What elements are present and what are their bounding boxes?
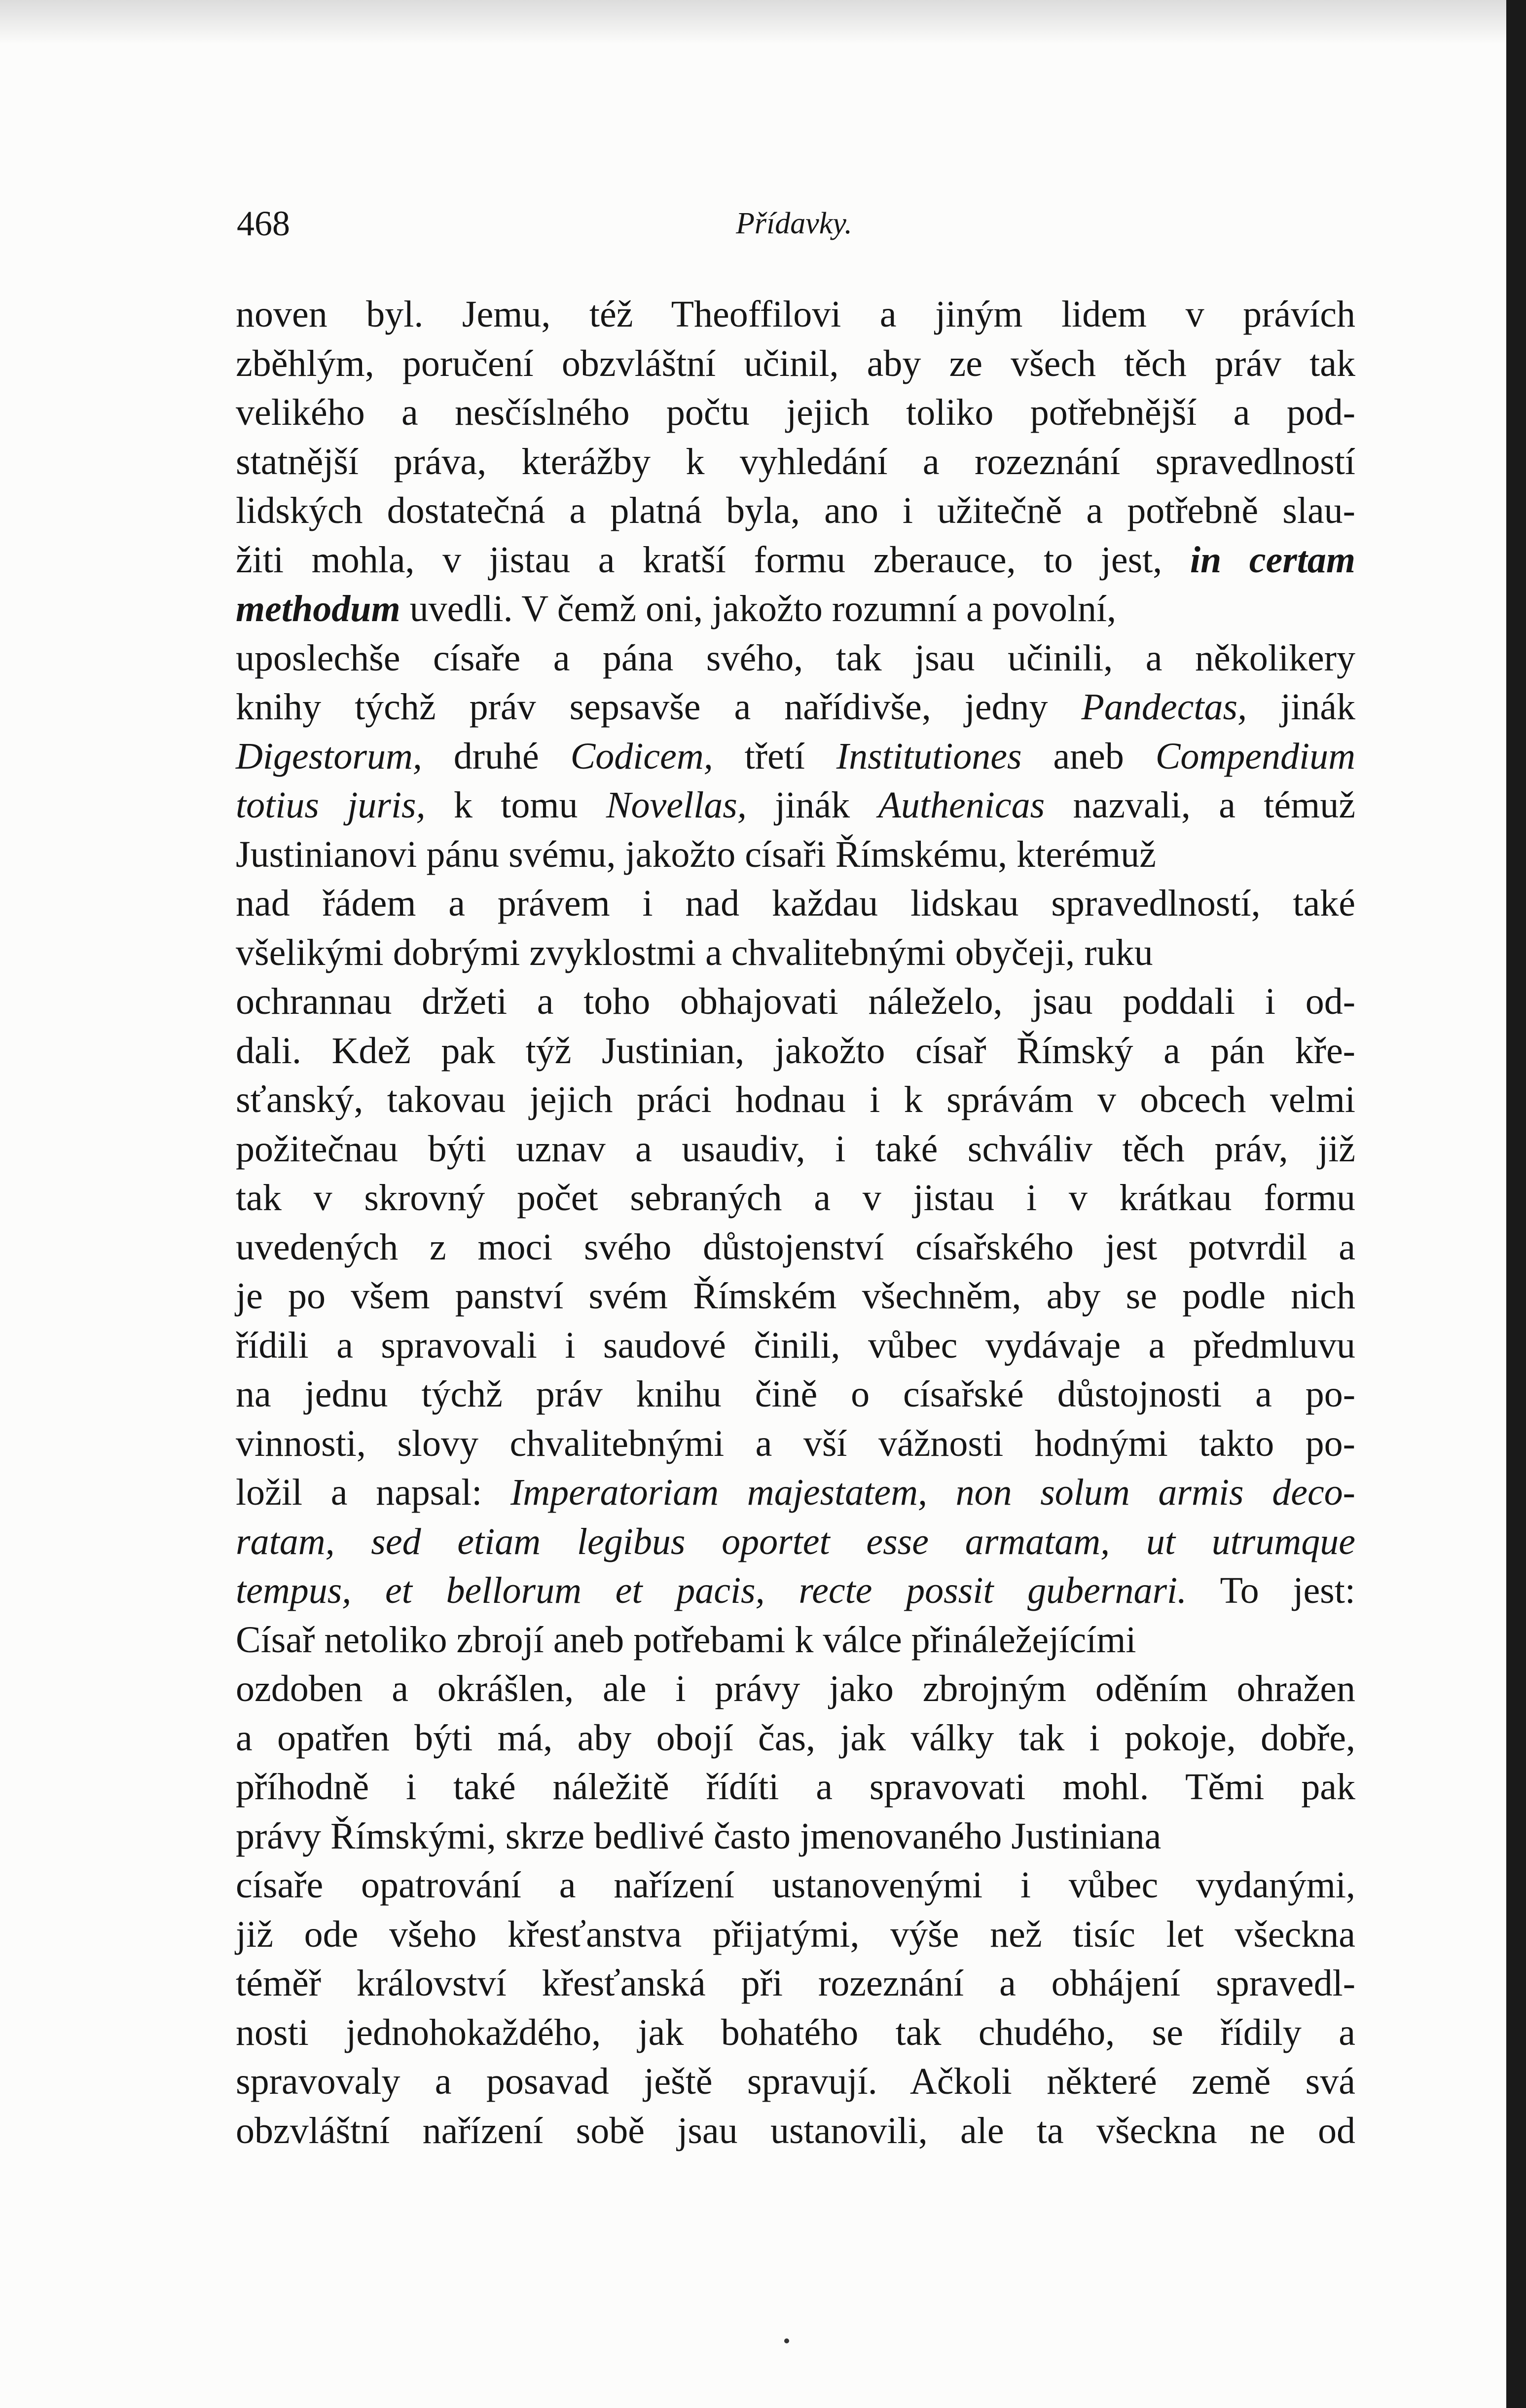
text-line: totius juris, k tomu Novellas, jinák Authenicas nazvali, a témuž (236, 784, 1355, 826)
text-line: je po všem panství svém Římském všechněm, aby se podle nich (236, 1275, 1355, 1317)
text-line: uvedených z moci svého důstojenství císařského jest potvrdil a (236, 1226, 1355, 1268)
latin-phrase: Digestorum, (236, 735, 422, 777)
latin-phrase: Pandectas, (1081, 686, 1247, 728)
text-line: řídili a spravovali i saudové činili, vůbec vydávaje a předmluvu (236, 1324, 1355, 1366)
text-line: ratam, sed etiam legibus oportet esse armatam, ut utrumque (236, 1520, 1355, 1562)
text-line: žiti mohla, v jistau a kratší formu zberauce, to jest, in certam (236, 539, 1356, 581)
ink-speck (784, 2338, 789, 2343)
text-line: ozdoben a okrášlen, ale i právy jako zbrojným oděním ohražen (236, 1668, 1355, 1709)
text-line: císaře opatrování a nařízení ustanovenými i vůbec vydanými, (236, 1864, 1355, 1906)
latin-phrase: in certam (1190, 539, 1356, 581)
text-line: tempus, et bellorum et pacis, recte possit gubernari. To jest: (236, 1570, 1355, 1611)
text-line: sťanský, takovau jejich práci hodnau i k správám v obcech velmi (236, 1079, 1355, 1120)
text-line: ložil a napsal: Imperatoriam majestatem, non solum armis deco- (236, 1472, 1355, 1513)
text-line: ochrannau držeti a toho obhajovati náleželo, jsau poddali i od- (236, 981, 1355, 1022)
text-line: a opatřen býti má, aby obojí čas, jak války tak i pokoje, dobře, (236, 1717, 1355, 1759)
latin-phrase: Imperatoriam majestatem, non solum armis deco- (510, 1472, 1355, 1513)
text-line: spravovaly a posavad ještě spravují. Ačkoli některé země svá (236, 2061, 1355, 2102)
text-line: uposlechše císaře a pána svého, tak jsau učinili, a několikery (236, 637, 1355, 679)
text-line: tak v skrovný počet sebraných a v jistau i v krátkau formu (236, 1177, 1355, 1219)
text-line: velikého a nesčíslného počtu jejich toliko potřebnější a pod- (236, 392, 1355, 433)
text-line: vinnosti, slovy chvalitebnými a vší vážnosti hodnými takto po- (236, 1422, 1355, 1464)
latin-phrase: Novellas, (606, 784, 747, 826)
text-line: knihy týchž práv sepsavše a nařídivše, jedny Pandectas, jinák (236, 686, 1355, 728)
text-line: noven byl. Jemu, též Theoffilovi a jiným lidem v právích (236, 294, 1355, 335)
body-text (236, 290, 1355, 2155)
text-line: již ode všeho křesťanstva přijatými, výše než tisíc let všeckna (236, 1913, 1355, 1955)
text-line: Justinianovi pánu svému, jakožto císaři Římskému, kterémuž (236, 833, 1156, 875)
latin-phrase: Authenicas (878, 784, 1045, 826)
running-title: Přídavky. (736, 207, 852, 240)
scan-right-edge (1506, 0, 1526, 2408)
text-line: nad řádem a právem i nad každau lidskau spravedlností, také (236, 883, 1355, 924)
latin-phrase: Compendium (1155, 735, 1356, 777)
latin-phrase: totius juris, (236, 784, 426, 826)
text-line: Císař netoliko zbrojí aneb potřebami k válce přináležejícími (236, 1619, 1136, 1661)
text-line: statnější práva, kterážby k vyhledání a rozeznání spravedlností (236, 441, 1355, 482)
text-line: nosti jednohokaždého, jak bohatého tak chudého, se řídily a (236, 2011, 1355, 2053)
text-line: požitečnau býti uznav a usaudiv, i také schváliv těch práv, již (236, 1128, 1355, 1170)
page-header (237, 196, 1351, 251)
latin-phrase: methodum (236, 588, 400, 630)
latin-phrase: tempus, et bellorum et pacis, recte possit gubernari. (236, 1570, 1187, 1611)
text-line: všelikými dobrými zvyklostmi a chvalitebnými obyčeji, ruku (236, 931, 1153, 973)
text-line: dali. Kdež pak týž Justinian, jakožto císař Římský a pán kře- (236, 1030, 1355, 1072)
text-line: lidských dostatečná a platná byla, ano i užitečně a potřebně slau- (236, 490, 1355, 531)
page-number: 468 (237, 204, 290, 243)
text-line: na jednu týchž práv knihu čině o císařské důstojnosti a po- (236, 1373, 1355, 1415)
text-line: právy Římskými, skrze bedlivé často jmenovaného Justiniana (236, 1815, 1162, 1857)
text-line: zběhlým, poručení obzvláštní učinil, aby ze všech těch práv tak (236, 342, 1355, 384)
text-line: Digestorum, druhé Codicem, třetí Institutiones aneb Compendium (236, 735, 1356, 777)
text-line: příhodně i také náležitě řídíti a spravovati mohl. Těmi pak (236, 1766, 1355, 1808)
scan-top-shadow (0, 0, 1506, 44)
text-line: methodum uvedli. V čemž oni, jakožto rozumní a povolní, (236, 588, 1117, 630)
latin-phrase: Institutiones (836, 735, 1022, 777)
latin-phrase: Codicem, (570, 735, 713, 777)
text-line: obzvláštní nařízení sobě jsau ustanovili, ale ta všeckna ne od (236, 2110, 1355, 2151)
text-line: téměř království křesťanská při rozeznání a obhájení spravedl- (236, 1963, 1355, 2004)
